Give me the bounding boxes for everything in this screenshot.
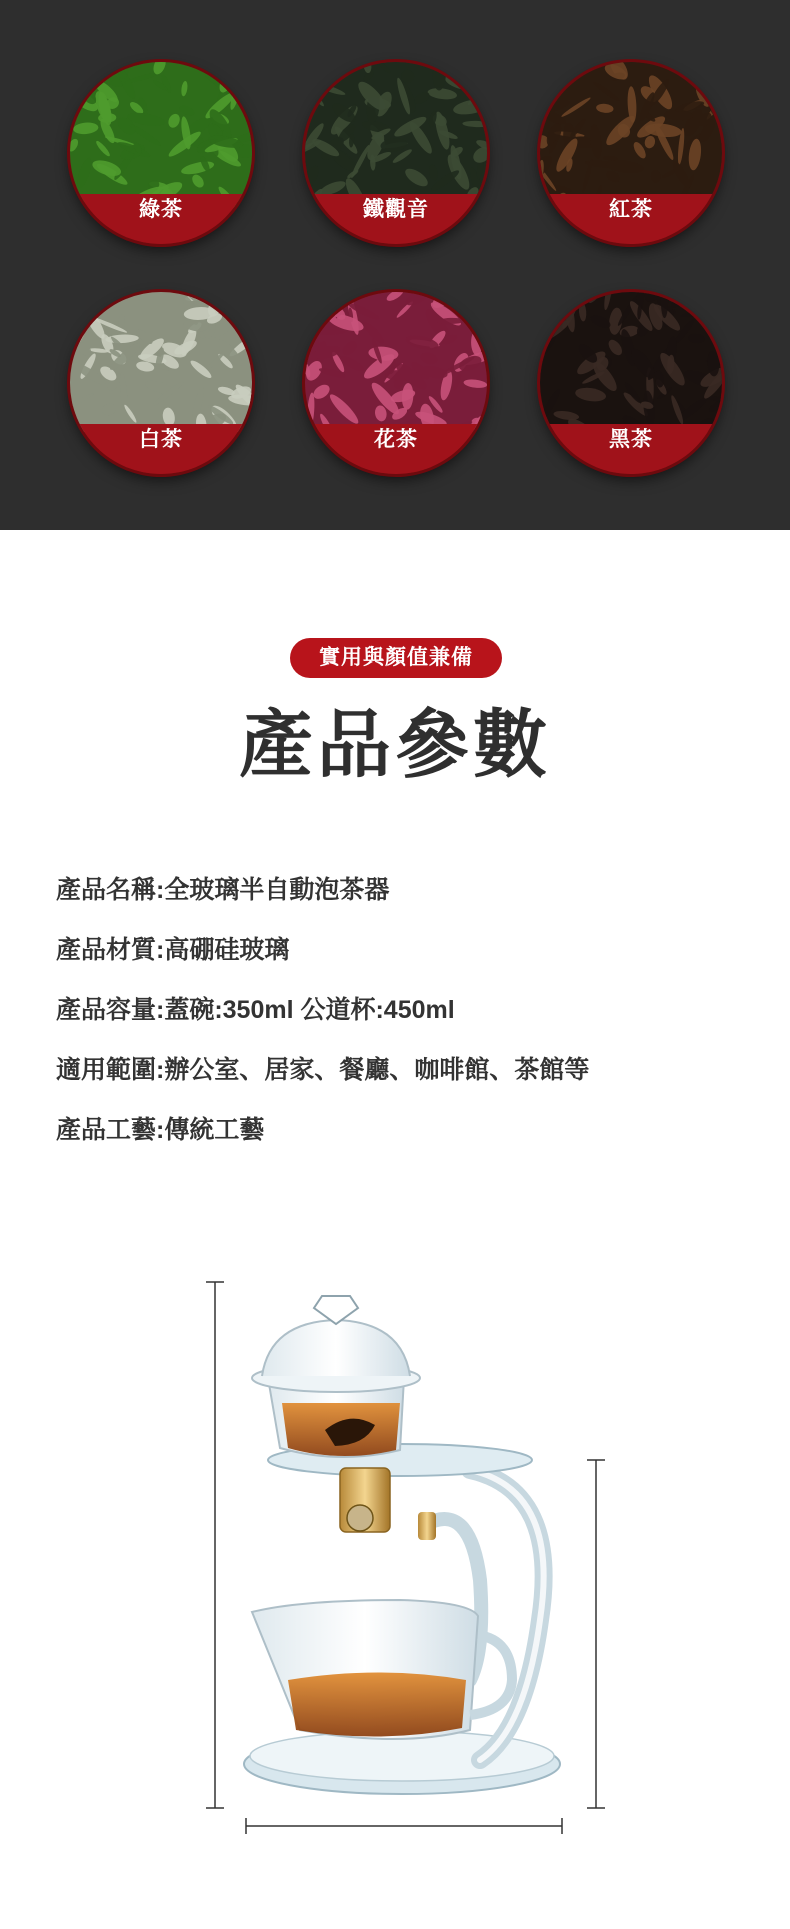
- tea-item: [540, 292, 722, 474]
- tea-label: 紅茶: [609, 198, 653, 221]
- tea-label: 花茶: [374, 428, 418, 451]
- product-image: [0, 1260, 790, 1860]
- tea-item: [305, 62, 487, 244]
- spec-list: [56, 870, 756, 1170]
- height-dimension-line: [206, 1282, 224, 1808]
- tea-types-panel: [0, 0, 790, 530]
- spec-craft: 產品工藝:傳統工藝: [56, 1116, 265, 1144]
- tea-label: 鐵觀音: [363, 198, 429, 221]
- spec-name: 產品名稱:全玻璃半自動泡茶器: [56, 876, 390, 904]
- feature-badge: 實用與顏值兼備: [290, 638, 502, 678]
- tea-label: 黑茶: [609, 428, 653, 451]
- tea-item: [70, 292, 252, 474]
- stand-height-dimension-line: [587, 1460, 605, 1808]
- page-title: 產品參數: [239, 703, 551, 786]
- tea-label: 綠茶: [139, 198, 183, 221]
- width-dimension-line: [246, 1818, 562, 1834]
- spec-capacity: 產品容量:蓋碗:350ml 公道杯:450ml: [56, 996, 455, 1024]
- spec-usage: 適用範圍:辦公室、居家、餐廳、咖啡館、茶館等: [56, 1056, 590, 1084]
- tea-label: 白茶: [139, 428, 183, 451]
- tea-item: [540, 62, 722, 244]
- tea-item: [70, 62, 252, 244]
- tea-maker-illustration: [0, 1260, 790, 1860]
- spec-material: 產品材質:高硼硅玻璃: [56, 936, 290, 964]
- tea-item: [305, 292, 487, 474]
